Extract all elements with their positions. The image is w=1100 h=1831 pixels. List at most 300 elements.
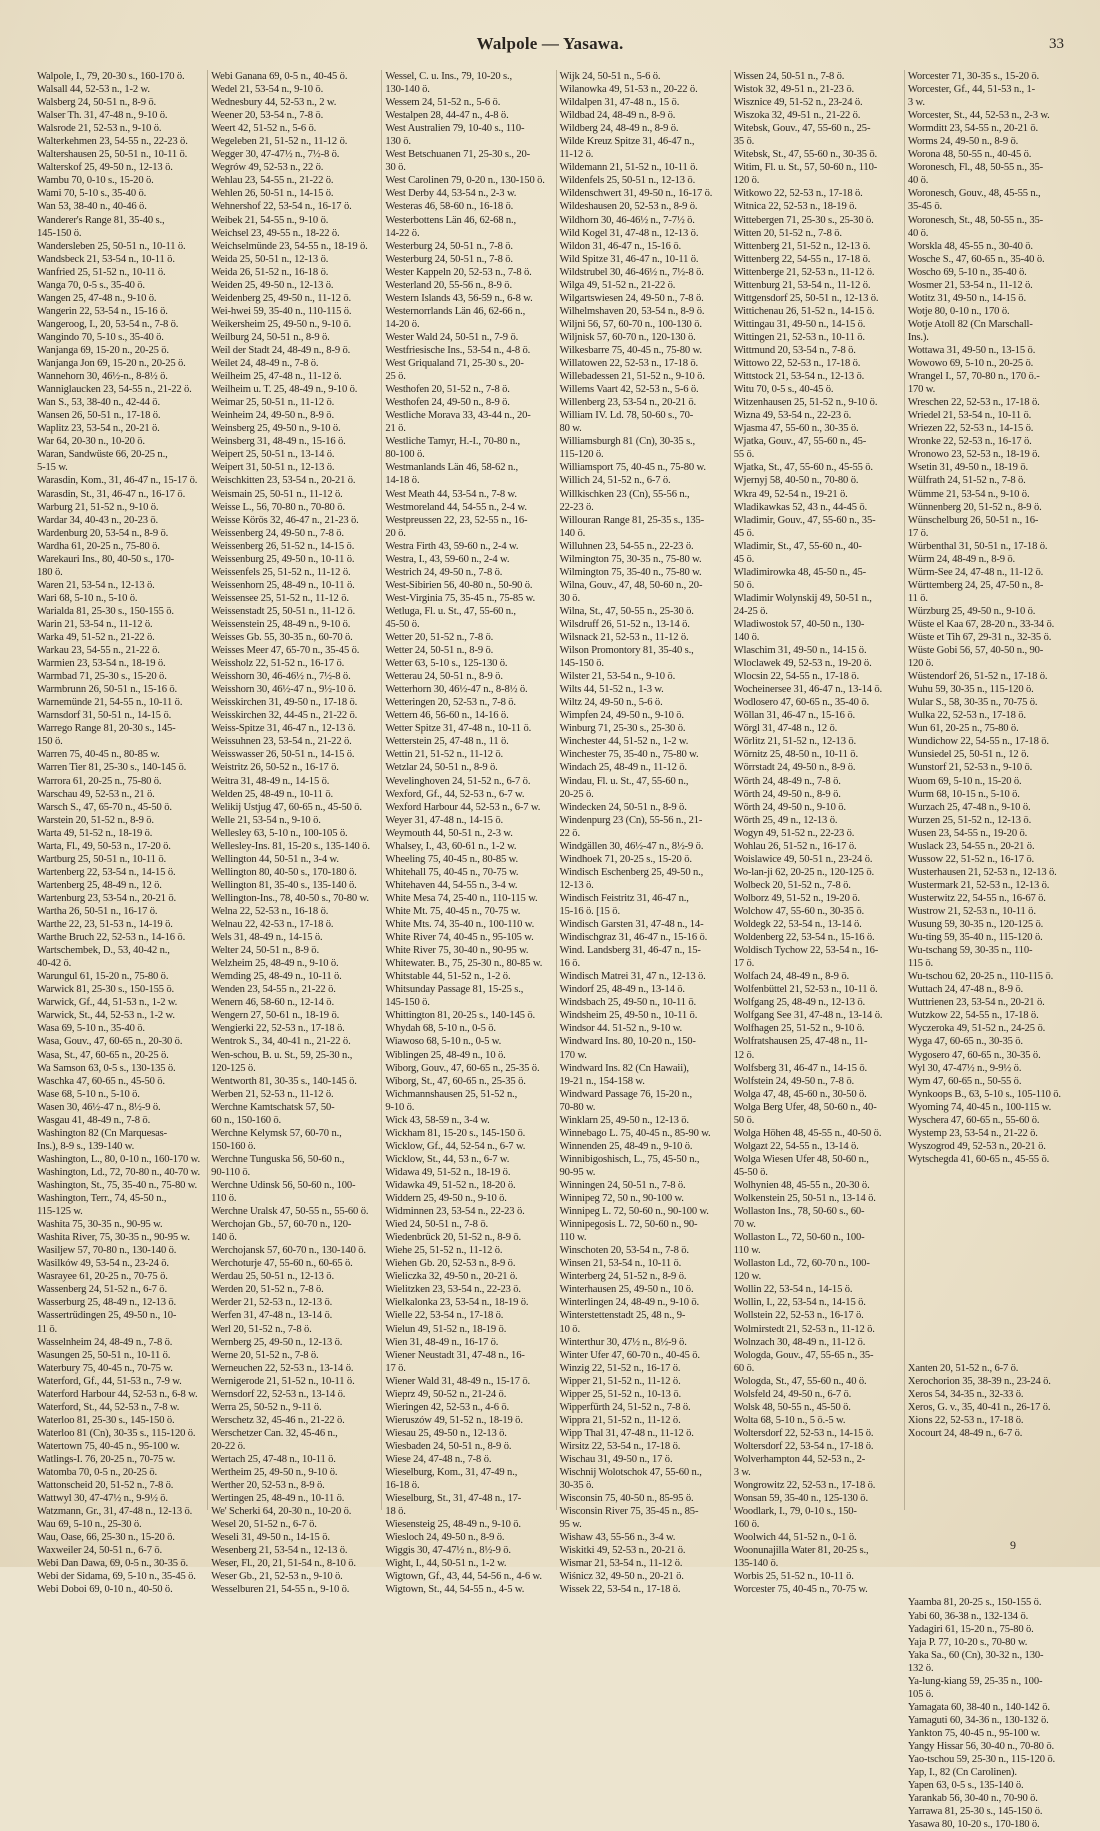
index-entry: Weissenstein 25, 48-49 n., 9-10 ö. xyxy=(211,618,351,630)
index-entry: Würm 24, 48-49 n., 8-9 ö. xyxy=(907,553,1016,565)
index-entry: Wickham 81, 15-20 s., 145-150 ö. xyxy=(385,1127,526,1139)
index-entry: Warta 49, 51-52 n., 18-19 ö. xyxy=(37,827,153,839)
index-entry: Wehlau 23, 54-55 n., 21-22 ö. xyxy=(211,175,334,187)
index-entry: Wustrow 21, 52-53 n., 10-11 ö. xyxy=(907,906,1036,917)
index-entry: Wick 43, 58-59 n., 3-4 w. xyxy=(385,1114,490,1126)
index-entry: Werfen 31, 47-48 n., 13-14 ö. xyxy=(211,1310,333,1322)
index-entry: 120 w. xyxy=(733,1271,761,1283)
index-entry: Waterford Harbour 44, 52-53 n., 6-8 w. xyxy=(37,1388,198,1400)
index-entry: Wieruszów 49, 51-52 n., 18-19 ö. xyxy=(385,1414,523,1426)
index-entry: Weisse Körös 32, 46-47 n., 21-23 ö. xyxy=(211,514,359,526)
index-entry: Wladimirowka 48, 45-50 n., 45- xyxy=(733,566,866,578)
index-entry: Wladimir, Gouv., 47, 55-60 n., 35- xyxy=(733,514,876,526)
index-entry: Weisse L., 56, 70-80 n., 70-80 ö. xyxy=(211,501,345,513)
index-entry: Wissen 24, 50-51 n., 7-8 ö. xyxy=(733,71,845,82)
index-entry: White Mt. 75, 40-45 n., 70-75 w. xyxy=(385,906,521,917)
index-entry: Wieprz 49, 50-52 n., 21-24 ö. xyxy=(385,1388,507,1400)
index-entry: Wessem 24, 51-52 n., 5-6 ö. xyxy=(385,97,501,109)
index-entry: Wilmington 75, 35-40 n., 75-80 w. xyxy=(559,566,702,578)
index-entry: Wau, Oase, 66, 25-30 n., 15-20 ö. xyxy=(37,1532,175,1544)
index-entry: Wipper 21, 51-52 n., 11-12 ö. xyxy=(559,1375,681,1387)
index-entry: Wildon 31, 46-47 n., 15-16 ö. xyxy=(559,240,681,252)
index-entry: 105 ö. xyxy=(907,1688,934,1700)
index-entry: Wolga Berg Ufer, 48, 50-60 n., 40- xyxy=(733,1101,877,1113)
index-entry: Westerbottens Län 46, 62-68 n., xyxy=(385,214,517,226)
index-entry: Walser Th. 31, 47-48 n., 9-10 ö. xyxy=(37,110,168,122)
index-entry: Wildbad 24, 48-49 n., 8-9 ö. xyxy=(559,110,676,122)
index-entry: 45-50 ö. xyxy=(385,618,420,630)
index-entry: Wasa, Gouv., 47, 60-65 n., 20-30 ö. xyxy=(37,1036,183,1048)
index-column-1 xyxy=(34,70,203,1596)
index-entry: Warasdin, St., 31, 46-47 n., 16-17 ö. xyxy=(37,488,186,500)
index-entry: 14-18 ö. xyxy=(385,475,420,487)
index-entry: Willuhnen 23, 54-55 n., 22-23 ö. xyxy=(559,540,694,552)
index-entry: Wasungen 25, 50-51 n., 10-11 ö. xyxy=(37,1349,171,1361)
index-entry: Wiszoka 32, 49-51 n., 21-22 ö. xyxy=(733,110,861,122)
index-entry: 145-150 ö. xyxy=(37,227,82,239)
index-entry: Wilster 21, 53-54 n., 9-10 ö. xyxy=(559,671,676,683)
index-entry: Wexford Harbour 44, 52-53 n., 6-7 w. xyxy=(385,801,541,813)
index-entry: 70-80 w. xyxy=(559,1101,596,1113)
index-entry: Walsrode 21, 52-53 n., 9-10 ö. xyxy=(37,123,162,135)
index-entry: 10 ö. xyxy=(559,1323,580,1335)
index-entry: Windward Ins. 80, 10-20 n., 150- xyxy=(559,1036,696,1048)
index-entry: Wiltz 24, 49-50 n., 5-6 ö. xyxy=(559,697,663,709)
index-entry: Wüste Gobi 56, 57, 40-50 n., 90- xyxy=(907,645,1044,657)
index-entry: Yaamba 81, 20-25 s., 150-155 ö. xyxy=(907,1597,1042,1609)
index-entry: Weymouth 44, 50-51 n., 2-3 w. xyxy=(385,827,513,839)
index-entry: Wipper 25, 51-52 n., 10-13 ö. xyxy=(559,1388,681,1400)
index-entry: Winnibigoshisch, L., 75, 45-50 n., xyxy=(559,1153,700,1165)
index-entry: 30 ö. xyxy=(559,592,580,604)
index-entry: Wittenberg 21, 51-52 n., 12-13 ö. xyxy=(733,240,871,252)
index-entry: Wittenberg 22, 54-55 n., 17-18 ö. xyxy=(733,253,871,265)
index-entry: Wild Kogel 31, 47-48 n., 12-13 ö. xyxy=(559,227,699,239)
index-entry: Wengern 27, 50-61 n., 18-19 ö. xyxy=(211,1010,340,1022)
index-entry: Western Islands 43, 56-59 n., 6-8 w. xyxy=(385,292,533,304)
index-entry: 15-16 ö. [15 ö. xyxy=(559,906,620,917)
index-entry: Washita River, 75, 30-35 n., 90-95 w. xyxy=(37,1232,190,1244)
index-entry: Wexford, Gf., 44, 52-53 n., 6-7 w. xyxy=(385,788,525,800)
index-entry: Weilheim 25, 47-48 n., 11-12 ö. xyxy=(211,371,342,383)
index-entry: Werne 20, 51-52 n., 7-8 ö. xyxy=(211,1349,319,1361)
index-entry: Wanniglaucken 23, 54-55 n., 21-22 ö. xyxy=(37,384,192,396)
index-entry: Wiskitki 49, 52-53 n., 20-21 ö. xyxy=(559,1545,686,1557)
index-entry: Yaja P. 77, 10-20 s., 70-80 w. xyxy=(907,1636,1028,1648)
index-entry: Williamsport 75, 40-45 n., 75-80 w. xyxy=(559,462,706,474)
index-entry: Watlings-I. 76, 20-25 n., 70-75 w. xyxy=(37,1453,176,1465)
index-entry: Wittebergen 71, 25-30 s., 25-30 ö. xyxy=(733,214,874,226)
index-entry: Warmbrunn 26, 50-51 n., 15-16 ö. xyxy=(37,684,177,696)
index-entry: Wartenberg 25, 48-49 n., 12 ö. xyxy=(37,879,162,891)
index-entry: 60 n., 150-160 ö. xyxy=(211,1114,282,1126)
printer-signature-mark: 9 xyxy=(1010,1538,1016,1552)
index-entry: 110 w. xyxy=(559,1232,587,1244)
index-entry: Weisses Gb. 55, 30-35 n., 60-70 ö. xyxy=(211,632,353,644)
index-entry: Westerland 20, 55-56 n., 8-9 ö. xyxy=(385,279,512,291)
index-entry: Wansen 26, 50-51 n., 17-18 ö. xyxy=(37,410,161,422)
index-entry: Wkra 49, 52-54 n., 19-21 ö. xyxy=(733,488,848,500)
index-entry: 17 ö. xyxy=(385,1362,406,1374)
index-entry: Windsheim 25, 49-50 n., 10-11 ö. xyxy=(559,1010,698,1022)
index-entry: Weissensee 25, 51-52 n., 11-12 ö. xyxy=(211,592,349,604)
index-entry: Wjernyj 58, 40-50 n., 70-80 ö. xyxy=(733,475,859,487)
index-entry: Wolfhagen 25, 51-52 n., 9-10 ö. xyxy=(733,1023,865,1035)
index-entry: Wologda, Gouv., 47, 55-65 n., 35- xyxy=(733,1349,874,1361)
index-entry: Wanjanga 69, 15-20 n., 20-25 ö. xyxy=(37,344,169,356)
index-entry: Werchojan Gb., 57, 60-70 n., 120- xyxy=(211,1219,352,1231)
index-entry: Wigtown, Gf., 43, 44, 54-56 n., 4-6 w. xyxy=(385,1571,542,1583)
index-entry: Westalpen 28, 44-47 n., 4-8 ö. xyxy=(385,110,509,122)
index-entry: Wilkesbarre 75, 40-45 n., 75-80 w. xyxy=(559,344,702,356)
index-entry: Woonunajilla Water 81, 20-25 s., xyxy=(733,1545,869,1557)
index-entry: Waterford, St., 44, 52-53 n., 7-8 w. xyxy=(37,1401,180,1413)
index-entry: Willebadessen 21, 51-52 n., 9-10 ö. xyxy=(559,371,705,383)
index-entry: Wasiljew 57, 70-80 n., 130-140 ö. xyxy=(37,1245,177,1257)
index-entry: Welna 22, 52-53 n., 16-18 ö. xyxy=(211,906,329,917)
index-entry: Wörlitz 21, 51-52 n., 12-13 ö. xyxy=(733,736,856,748)
index-entry: Wevelinghoven 24, 51-52 n., 6-7 ö. xyxy=(385,775,531,787)
index-entry: Warasdin, Kom., 31, 46-47 n., 15-17 ö. xyxy=(37,475,198,487)
index-entry: Weissuhnen 23, 53-54 n., 21-22 ö. xyxy=(211,736,352,748)
index-entry: 3 w. xyxy=(733,1467,751,1479)
index-entry: Worbis 25, 51-52 n., 10-11 ö. xyxy=(733,1571,854,1583)
index-entry: Warmbad 71, 25-30 s., 15-20 ö. xyxy=(37,671,167,683)
index-entry: Widawka 49, 51-52 n., 18-20 ö. xyxy=(385,1179,516,1191)
index-entry: Whitsunday Passage 81, 15-25 s., xyxy=(385,984,524,996)
index-entry: Württemberg 24, 25, 47-50 n., 8- xyxy=(907,579,1044,591)
index-entry xyxy=(908,1179,1072,1192)
index-entry: Wowowo 69, 5-10 n., 20-25 ö. xyxy=(907,358,1034,370)
index-entry: Wodlosero 47, 60-65 n., 35-40 ö. xyxy=(733,697,869,709)
index-entry: Wiśnicz 32, 49-50 n., 20-21 ö. xyxy=(559,1571,684,1583)
index-entry: Wester Wald 24, 50-51 n., 7-9 ö. xyxy=(385,331,519,343)
index-entry: Wüstendorf 26, 51-52 n., 17-18 ö. xyxy=(907,671,1048,683)
index-entry: Wilsdruff 26, 51-52 n., 13-14 ö. xyxy=(559,618,690,630)
index-entry: Wau 69, 5-10 n., 25-30 ö. xyxy=(37,1519,142,1531)
index-entry: Windach 25, 48-49 n., 11-12 ö. xyxy=(559,762,687,774)
index-entry: Wittgensdorf 25, 50-51 n., 12-13 ö. xyxy=(733,292,879,304)
index-entry: Wei-hwei 59, 35-40 n., 110-115 ö. xyxy=(211,305,352,317)
index-entry xyxy=(908,1231,1072,1244)
index-entry: Wellington 44, 50-51 n., 3-4 w. xyxy=(211,853,339,865)
index-entry: Yabi 60, 36-38 n., 132-134 ö. xyxy=(907,1610,1029,1622)
index-entry: Whitehall 75, 40-45 n., 70-75 w. xyxy=(385,866,519,878)
index-entry: Weibek 21, 54-55 n., 9-10 ö. xyxy=(211,214,329,226)
index-entry: Weinsberg 25, 49-50 n., 9-10 ö. xyxy=(211,423,341,435)
index-entry: Warburg 21, 51-52 n., 9-10 ö. xyxy=(37,501,159,513)
index-entry: White Mesa 74, 25-40 n., 110-115 w. xyxy=(385,892,538,904)
index-entry: Wonsan 59, 35-40 n., 125-130 ö. xyxy=(733,1493,868,1505)
index-entry: Willkischken 23 (Cn), 55-56 n., xyxy=(559,488,690,500)
index-entry: Willich 24, 51-52 n., 6-7 ö. xyxy=(559,475,671,487)
index-entry: Wolmirstedt 21, 52-53 n., 11-12 ö. xyxy=(733,1323,875,1335)
index-entry: Wipperfürth 24, 51-52 n., 7-8 ö. xyxy=(559,1401,691,1413)
index-entry: Wolfsberg 31, 46-47 n., 14-15 ö. xyxy=(733,1062,868,1074)
index-entry: Weissenfels 25, 51-52 n., 11-12 ö. xyxy=(211,566,351,578)
index-entry: Wilts 44, 51-52 n., 1-3 w. xyxy=(559,684,664,696)
index-entry: Whitehaven 44, 54-55 n., 3-4 w. xyxy=(385,879,518,891)
index-entry: Würbenthal 31, 50-51 n., 17-18 ö. xyxy=(907,540,1048,552)
page-header xyxy=(0,34,1100,62)
index-entry: Washington 82 (Cn Marquesas- xyxy=(37,1127,167,1139)
index-entry: West-Sibirien 56, 40-80 n., 50-90 ö. xyxy=(385,579,533,591)
index-entry: Woldisch Tychow 22, 53-54 n., 16- xyxy=(733,945,879,957)
index-entry: Walterskof 25, 49-50 n., 12-13 ö. xyxy=(37,162,173,174)
index-entry: Westpreussen 22, 23, 52-55 n., 16- xyxy=(385,514,528,526)
index-entry: Wotje 80, 0-10 n., 170 ö. xyxy=(907,305,1010,317)
index-entry: Wolkenstein 25, 50-51 n., 13-14 ö. xyxy=(733,1193,876,1205)
index-entry: Wilson Promontory 81, 35-40 s., xyxy=(559,645,694,657)
index-entry: Wygosero 47, 60-65 n., 30-35 ö. xyxy=(907,1049,1041,1061)
index-entry: 24-25 ö. xyxy=(733,605,768,617)
index-entry: Wartburg 25, 50-51 n., 10-11 ö. xyxy=(37,853,166,865)
index-entry: Wishaw 43, 55-56 n., 3-4 w. xyxy=(559,1532,676,1544)
index-entry: Xerochorion 35, 38-39 n., 23-24 ö. xyxy=(907,1375,1051,1387)
index-entry: Xocourt 24, 48-49 n., 6-7 ö. xyxy=(907,1427,1023,1439)
index-entry: Warstein 20, 51-52 n., 8-9 ö. xyxy=(37,814,154,826)
index-entry: Wolsk 48, 50-55 n., 45-50 ö. xyxy=(733,1401,851,1413)
index-entry: Wetter 63, 5-10 s., 125-130 ö. xyxy=(385,658,508,670)
index-entry: Wuttach 24, 47-48 n., 8-9 ö. xyxy=(907,984,1023,996)
index-entry: Wildhorn 30, 46-46½ n., 7-7½ ö. xyxy=(559,214,695,226)
index-entry xyxy=(908,1257,1072,1270)
index-entry: 17 ö. xyxy=(907,527,929,539)
index-entry: Worcester 75, 40-45 n., 70-75 w. xyxy=(733,1584,868,1596)
index-entry: West Carolinen 79, 0-20 n., 130-150 ö. xyxy=(385,175,545,187)
index-entry: Wollin, I., 22, 53-54 n., 14-15 ö. xyxy=(733,1297,866,1309)
index-entry: Winnenden 25, 48-49 n., 9-10 ö. xyxy=(559,1140,693,1152)
index-entry: Warta, Fl., 49, 50-53 n., 17-20 ö. xyxy=(37,840,171,852)
index-entry: Wolfgang 25, 48-49 n., 12-13 ö. xyxy=(733,997,866,1009)
index-entry: Weseli 31, 49-50 n., 14-15 ö. xyxy=(211,1532,330,1544)
index-entry: Winschoten 20, 53-54 n., 7-8 ö. xyxy=(559,1245,689,1257)
index-columns xyxy=(34,70,1074,1831)
index-entry: Wöllan 31, 46-47 n., 15-16 ö. xyxy=(733,710,855,722)
index-entry: 50 ö. xyxy=(733,579,755,591)
index-entry: Wiehe 25, 51-52 n., 11-12 ö. xyxy=(385,1245,503,1257)
index-entry: Weistritz 26, 50-52 n., 16-17 ö. xyxy=(211,762,339,774)
index-entry: Weismain 25, 50-51 n., 11-12 ö. xyxy=(211,488,343,500)
index-entry: 115 ö. xyxy=(907,958,934,970)
index-entry: Wehlen 26, 50-51 n., 14-15 ö. xyxy=(211,188,334,200)
index-entry: Wronke 22, 52-53 n., 16-17 ö. xyxy=(907,436,1032,448)
index-entry: 9-10 ö. xyxy=(385,1101,415,1113)
index-entry: Wizna 49, 53-54 n., 22-23 ö. xyxy=(733,410,852,422)
index-entry: Woolwich 44, 51-52 n., 0-1 ö. xyxy=(733,1532,857,1544)
index-entry: Wünschelburg 26, 50-51 n., 16- xyxy=(907,514,1039,526)
index-entry: 20 ö. xyxy=(385,527,406,539)
index-entry: Witim, Fl. u. St., 57, 50-60 n., 110- xyxy=(733,162,878,174)
index-entry: Weinheim 24, 49-50 n., 8-9 ö. xyxy=(211,410,334,422)
index-entry: Welden 25, 48-49 n., 10-11 ö. xyxy=(211,788,333,800)
index-entry: Wattonscheid 20, 51-52 n., 7-8 ö. xyxy=(37,1480,174,1492)
index-entry: Warnemünde 21, 54-55 n., 10-11 ö. xyxy=(37,697,183,709)
index-entry: Woltersdorf 22, 53-54 n., 17-18 ö. xyxy=(733,1440,874,1452)
index-entry: Winnipeg 72, 50 n., 90-100 w. xyxy=(559,1193,684,1205)
index-entry: Wischau 31, 49-50 n., 17 ö. xyxy=(559,1453,673,1465)
index-entry: Warnsdorf 31, 50-51 n., 14-15 ö. xyxy=(37,710,172,722)
index-column-2 xyxy=(207,70,377,1596)
index-entry: 40-42 ö. xyxy=(37,958,72,970)
index-entry: Winchester 75, 35-40 n., 75-80 w. xyxy=(559,749,699,761)
index-entry: Weichselmünde 23, 54-55 n., 18-19 ö. xyxy=(211,240,368,252)
index-entry: Wissek 22, 53-54 n., 17-18 ö. xyxy=(559,1584,681,1596)
index-entry: West Derby 44, 53-54 n., 2-3 w. xyxy=(385,188,517,200)
index-entry: 40 ö. xyxy=(907,175,929,187)
index-entry: Werschetz 32, 45-46 n., 21-22 ö. xyxy=(211,1414,345,1426)
index-entry: Wegeleben 21, 51-52 n., 11-12 ö. xyxy=(211,136,348,148)
index-entry: Woldegk 22, 53-54 n., 13-14 ö. xyxy=(733,919,862,931)
index-entry: Wipp Thal 31, 47-48 n., 11-12 ö. xyxy=(559,1427,694,1439)
index-entry: Wehnershof 22, 53-54 n., 16-17 ö. xyxy=(211,201,352,213)
index-entry: Wirsitz 22, 53-54 n., 17-18 ö. xyxy=(559,1440,681,1452)
index-entry: Weida 26, 51-52 n., 16-18 ö. xyxy=(211,266,329,278)
index-entry: 16-18 ö. xyxy=(385,1480,420,1492)
index-entry: Wertheim 25, 49-50 n., 9-10 ö. xyxy=(211,1467,338,1479)
index-entry: Wörnitz 25, 48-50 n., 10-11 ö. xyxy=(733,749,858,761)
index-entry: Xeros 54, 34-35 n., 32-33 ö. xyxy=(907,1388,1024,1400)
index-entry: Wiawoso 68, 5-10 n., 0-5 w. xyxy=(385,1036,502,1048)
index-entry: Wielun 49, 51-52 n., 18-19 ö. xyxy=(385,1323,507,1335)
index-entry: Waterford, Gf., 44, 51-53 n., 7-9 w. xyxy=(37,1375,182,1387)
index-entry: Wyszogrod 49, 52-53 n., 20-21 ö. xyxy=(907,1140,1046,1152)
index-entry: Wolhynien 48, 45-55 n., 20-30 ö. xyxy=(733,1179,870,1191)
index-entry: West Betschuanen 71, 25-30 s., 20- xyxy=(385,149,531,161)
index-entry: 35 ö. xyxy=(733,136,755,148)
index-entry xyxy=(908,1505,1072,1518)
index-entry: Wiborg, Gouv., 47, 60-65 n., 25-35 ö. xyxy=(385,1062,540,1074)
index-entry: 45 ö. xyxy=(733,527,755,539)
index-entry: Whitstable 44, 51-52 n., 1-2 ö. xyxy=(385,971,511,983)
index-entry: Welikij Ustjug 47, 60-65 n., 45-50 ö. xyxy=(211,801,362,813)
index-entry: Yao-tschou 59, 25-30 n., 115-120 ö. xyxy=(907,1754,1056,1766)
index-entry: Weilheim u. T. 25, 48-49 n., 9-10 ö. xyxy=(211,384,358,396)
index-entry: Wicklow, Gf., 44, 52-54 n., 6-7 w. xyxy=(385,1140,526,1152)
index-entry: Walsberg 24, 50-51 n., 8-9 ö. xyxy=(37,97,157,109)
index-entry: 14-22 ö. xyxy=(385,227,420,239)
index-entry: 115-125 w. xyxy=(37,1206,83,1218)
index-entry xyxy=(908,1492,1072,1505)
index-entry: Wohlau 26, 51-52 n., 16-17 ö. xyxy=(733,840,857,852)
index-entry: Wenern 46, 58-60 n., 12-14 ö. xyxy=(211,997,334,1009)
index-entry: Wartha 26, 50-51 n., 16-17 ö. xyxy=(37,906,158,917)
index-entry: Weisses Meer 47, 65-70 n., 35-45 ö. xyxy=(211,645,360,657)
index-entry: Werchne Uralsk 47, 50-55 n., 55-60 ö. xyxy=(211,1206,369,1218)
index-entry: Wanderer's Range 81, 35-40 s., xyxy=(37,214,165,226)
index-entry: Woldenberg 22, 53-54 n., 15-16 ö. xyxy=(733,932,875,944)
index-entry: 30 ö. xyxy=(385,162,406,174)
index-entry: Wari 68, 5-10 n., 5-10 ö. xyxy=(37,592,138,604)
index-entry: Wlaschim 31, 49-50 n., 14-15 ö. xyxy=(733,645,867,657)
index-entry: Wildeshausen 20, 52-53 n., 8-9 ö. xyxy=(559,201,698,213)
index-entry: Wielle 22, 53-54 n., 17-18 ö. xyxy=(385,1310,504,1322)
index-entry: Wernigerode 21, 51-52 n., 10-11 ö. xyxy=(211,1375,355,1387)
index-entry: Wilgartswiesen 24, 49-50 n., 7-8 ö. xyxy=(559,292,704,304)
index-entry: Yadagiri 61, 15-20 n., 75-80 ö. xyxy=(907,1623,1034,1635)
index-entry: Wartenburg 23, 53-54 n., 20-21 ö. xyxy=(37,892,177,904)
index-entry: Yapen 63, 0-5 s., 135-140 ö. xyxy=(907,1780,1024,1792)
index-entry: Würzburg 25, 49-50 n., 9-10 ö. xyxy=(907,605,1036,617)
index-entry: 90-110 ö. xyxy=(211,1166,251,1178)
index-entry: Wittichenau 26, 51-52 n., 14-15 ö. xyxy=(733,305,875,317)
index-entry: Wippra 21, 51-52 n., 11-12 ö. xyxy=(559,1414,681,1426)
index-entry: Westeras 46, 58-60 n., 16-18 ö. xyxy=(385,201,514,213)
index-entry: Walsall 44, 52-53 n., 1-2 w. xyxy=(37,84,150,96)
index-entry: Werchojansk 57, 60-70 n., 130-140 ö. xyxy=(211,1245,366,1257)
index-entry: Wami 70, 5-10 s., 35-40 ö. xyxy=(37,188,147,200)
index-entry: Warwick, Gf., 44, 51-53 n., 1-2 w. xyxy=(37,997,178,1009)
index-entry: Yarankab 56, 30-40 n., 70-90 ö. xyxy=(907,1793,1038,1805)
index-entry: Weidenberg 25, 49-50 n., 11-12 ö. xyxy=(211,292,352,304)
index-entry: 21 ö. xyxy=(385,423,406,435)
index-entry: Windenpurg 23 (Cn), 55-56 n., 21- xyxy=(559,814,703,826)
index-entry: Westernorrlands Län 46, 62-66 n., xyxy=(385,305,526,317)
index-entry: 145-150 ö. xyxy=(385,997,430,1009)
index-entry: Werben 21, 52-53 n., 11-12 ö. xyxy=(211,1088,334,1100)
index-entry: Wigtown, St., 44, 54-55 n., 4-5 w. xyxy=(385,1584,525,1596)
index-entry: Weitra 31, 48-49 n., 14-15 ö. xyxy=(211,775,330,787)
index-entry: Warrego Range 81, 20-30 s., 145- xyxy=(37,723,176,735)
index-entry: Wesselburen 21, 54-55 n., 9-10 ö. xyxy=(211,1584,350,1596)
index-entry: Wittenberge 21, 52-53 n., 11-12 ö. xyxy=(733,266,875,278)
index-entry: Webi der Sidama, 69, 5-10 n., 35-45 ö. xyxy=(37,1571,196,1583)
index-entry: Wolchow 47, 55-60 n., 30-35 ö. xyxy=(733,906,864,917)
index-entry: Willouran Range 81, 25-35 s., 135- xyxy=(559,514,705,526)
index-entry: 14-20 ö. xyxy=(385,318,420,330)
index-entry: Warthe 22, 23, 51-53 n., 14-19 ö. xyxy=(37,919,173,931)
index-entry: Westra Firth 43, 59-60 n., 2-4 w. xyxy=(385,540,519,552)
index-entry: Wanfried 25, 51-52 n., 10-11 ö. xyxy=(37,266,166,278)
index-entry: Waxweiler 24, 50-51 n., 6-7 ö. xyxy=(37,1545,162,1557)
index-entry: Willatowen 22, 52-53 n., 17-18 ö. xyxy=(559,358,699,370)
index-entry: Wogyn 49, 51-52 n., 22-23 ö. xyxy=(733,827,855,839)
index-entry: Winchester 44, 51-52 n., 1-2 w. xyxy=(559,736,689,748)
index-entry: Weiden 25, 49-50 n., 12-13 ö. xyxy=(211,279,334,291)
index-entry: Wildberg 24, 48-49 n., 8-9 ö. xyxy=(559,123,679,135)
index-entry: Yamaguti 60, 34-36 n., 130-132 ö. xyxy=(907,1714,1049,1726)
index-entry: Witu 70, 0-5 s., 40-45 ö. xyxy=(733,384,834,396)
index-entry: Wolborz 49, 51-52 n., 19-20 ö. xyxy=(733,892,860,904)
index-entry: Wartschembek, D., 53, 40-42 n., xyxy=(37,945,170,957)
index-entry: Wiese 24, 47-48 n., 7-8 ö. xyxy=(385,1453,492,1465)
index-entry: Wyczeroka 49, 51-52 n., 24-25 ö. xyxy=(907,1023,1046,1035)
index-entry: Widdern 25, 49-50 n., 9-10 ö. xyxy=(385,1193,507,1205)
index-entry: Wotitz 31, 49-50 n., 14-15 ö. xyxy=(907,292,1026,304)
index-entry: 70 w. xyxy=(733,1219,756,1231)
index-entry: Wu-ting 59, 35-40 n., 115-120 ö. xyxy=(907,932,1043,944)
index-entry: Winterlingen 24, 48-49 n., 9-10 ö. xyxy=(559,1297,700,1309)
index-entry: 30-35 ö. xyxy=(559,1480,594,1492)
index-entry: Wessel, C. u. Ins., 79, 10-20 s., xyxy=(385,71,512,82)
index-entry: Worcester, St., 44, 52-53 n., 2-3 w. xyxy=(907,110,1050,122)
index-entry: Weipert 25, 50-51 n., 13-14 ö. xyxy=(211,449,335,461)
index-entry: Watzmann, Gr., 31, 47-48 n., 12-13 ö. xyxy=(37,1506,193,1518)
index-entry: Yaka Sa., 60 (Cn), 30-32 n., 130- xyxy=(907,1649,1044,1661)
index-entry: Wilsnack 21, 52-53 n., 11-12 ö. xyxy=(559,632,689,644)
index-entry: Wulka 22, 52-53 n., 17-18 ö. xyxy=(907,710,1026,722)
index-entry: Werther 20, 52-53 n., 8-9 ö. xyxy=(211,1480,325,1492)
index-entry: Wittstock 21, 53-54 n., 12-13 ö. xyxy=(733,371,865,383)
index-entry: Wünnenberg 20, 51-52 n., 8-9 ö. xyxy=(907,501,1042,513)
index-entry: Wilhelmshaven 20, 53-54 n., 8-9 ö. xyxy=(559,305,705,317)
index-entry: Wyl 30, 47-47½ n., 9-9½ ö. xyxy=(907,1062,1022,1074)
index-entry: Wittowo 22, 52-53 n., 17-18 ö. xyxy=(733,358,861,370)
index-entry: Windward Ins. 82 (Cn Hawaii), xyxy=(559,1062,689,1074)
index-entry: Windsor 44. 51-52 n., 9-10 w. xyxy=(559,1023,683,1035)
index-entry: Warka 49, 51-52 n., 21-22 ö. xyxy=(37,632,155,644)
index-entry: Wildenfels 25, 50-51 n., 12-13 ö. xyxy=(559,175,696,187)
